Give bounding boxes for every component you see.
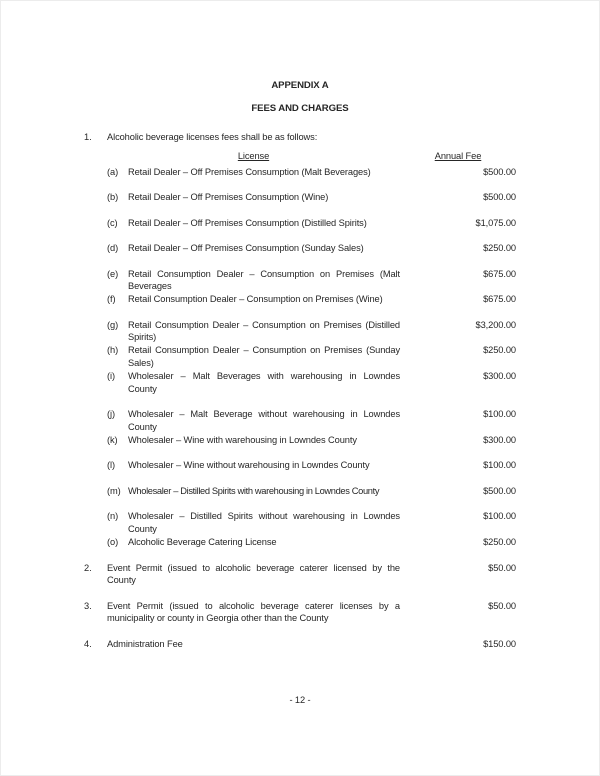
table-row-o <box>107 536 516 549</box>
fee-value: $675.00 <box>483 294 516 305</box>
list-number: 1. <box>84 132 92 142</box>
row-marker: (m) <box>107 485 121 496</box>
license-text: Retail Dealer – Off Premises Consumption (Sunday Sales) <box>128 243 364 254</box>
license-text: Beverages <box>128 281 172 292</box>
fee-column-header: Annual Fee <box>434 151 482 161</box>
row-marker: (c) <box>107 217 118 228</box>
license-text: Wholesaler – Distilled Spirits without warehousing in Lowndes <box>128 511 400 522</box>
row-marker: (n) <box>107 511 119 522</box>
license-text: Wholesaler – Malt Beverages with warehousing in Lowndes <box>128 371 400 382</box>
table-header-row <box>107 150 516 163</box>
list-number: 4. <box>84 638 92 649</box>
list-number: 3. <box>84 600 92 611</box>
license-text: Retail Consumption Dealer – Consumption on Premises (Distilled <box>128 319 400 330</box>
license-text: Wholesaler – Malt Beverage without warehousing in Lowndes <box>128 409 400 420</box>
list-number: 2. <box>84 562 92 573</box>
fee-value: $675.00 <box>483 268 516 279</box>
row-marker: (g) <box>107 319 119 330</box>
license-text: Sales) <box>128 358 154 369</box>
table-row-l <box>107 459 516 472</box>
license-text: Alcoholic Beverage Catering License <box>128 536 277 547</box>
license-text: Retail Dealer – Off Premises Consumption (Malt Beverages) <box>128 166 371 177</box>
table-row-h <box>107 344 516 369</box>
list-item-3 <box>84 600 516 625</box>
fee-value: $3,200.00 <box>475 319 516 330</box>
fee-value: $250.00 <box>483 536 516 547</box>
item-text: County <box>107 575 136 586</box>
list-item-4 <box>84 638 516 651</box>
row-marker: (l) <box>107 460 115 471</box>
fee-value: $250.00 <box>483 345 516 356</box>
row-marker: (e) <box>107 268 119 279</box>
table-row-k <box>107 434 516 447</box>
license-text: County <box>128 383 157 394</box>
license-text: Retail Consumption Dealer – Consumption on Premises (Malt <box>128 268 400 279</box>
fee-value: $50.00 <box>488 562 516 573</box>
fee-value: $500.00 <box>483 166 516 177</box>
intro-line <box>84 131 516 144</box>
license-text: Retail Consumption Dealer – Consumption on Premises (Wine) <box>128 294 383 305</box>
license-text: Wholesaler – Distilled Spirits with warehousing in Lowndes County <box>128 485 380 496</box>
fee-value: $250.00 <box>483 243 516 254</box>
license-text: Wholesaler – Wine without warehousing in Lowndes County <box>128 460 370 471</box>
page-number: - 12 - <box>289 695 311 705</box>
list-item-2 <box>84 562 516 587</box>
table-row-c <box>107 217 516 230</box>
fee-value: $50.00 <box>488 600 516 611</box>
table-row-i <box>107 370 516 395</box>
row-marker: (f) <box>107 294 116 305</box>
fee-value: $500.00 <box>483 485 516 496</box>
fee-value: $300.00 <box>483 371 516 382</box>
fee-value: $300.00 <box>483 434 516 445</box>
row-marker: (h) <box>107 345 119 356</box>
intro-text: Alcoholic beverage licenses fees shall be as follows: <box>107 132 318 142</box>
license-text: County <box>128 523 157 534</box>
fee-value: $100.00 <box>483 511 516 522</box>
license-text: Retail Dealer – Off Premises Consumption (Distilled Spirits) <box>128 217 367 228</box>
license-column-header: License <box>237 151 270 161</box>
row-marker: (o) <box>107 536 119 547</box>
fee-value: $150.00 <box>483 638 516 649</box>
fee-value: $100.00 <box>483 460 516 471</box>
table-row-d <box>107 242 516 255</box>
fee-table <box>84 150 516 651</box>
fee-value: $500.00 <box>483 192 516 203</box>
license-text: County <box>128 421 157 432</box>
license-text: Retail Dealer – Off Premises Consumption (Wine) <box>128 192 329 203</box>
page-subtitle: FEES AND CHARGES <box>251 103 349 114</box>
license-text: Spirits) <box>128 332 157 343</box>
table-row-f <box>107 293 516 306</box>
item-text: municipality or county in Georgia other than the County <box>107 613 329 624</box>
item-text: Administration Fee <box>107 638 183 649</box>
table-row-g <box>107 319 516 344</box>
table-row-n <box>107 510 516 535</box>
table-row-j <box>107 408 516 433</box>
page-title: APPENDIX A <box>271 80 329 91</box>
fee-value: $1,075.00 <box>475 217 516 228</box>
table-row-b <box>107 191 516 204</box>
row-marker: (j) <box>107 409 115 420</box>
item-text: Event Permit (issued to alcoholic beverage caterer licensed by the <box>107 562 400 573</box>
table-row-m <box>107 485 516 498</box>
fee-value: $100.00 <box>483 409 516 420</box>
item-text: Event Permit (issued to alcoholic beverage caterer licenses by a <box>107 600 400 611</box>
license-text: Wholesaler – Wine with warehousing in Lowndes County <box>128 434 357 445</box>
row-marker: (d) <box>107 243 119 254</box>
row-marker: (i) <box>107 371 115 382</box>
license-text: Retail Consumption Dealer – Consumption on Premises (Sunday <box>128 345 400 356</box>
table-row-e <box>107 268 516 293</box>
row-marker: (b) <box>107 192 119 203</box>
table-row-a <box>107 166 516 179</box>
row-marker: (a) <box>107 166 119 177</box>
row-marker: (k) <box>107 434 118 445</box>
